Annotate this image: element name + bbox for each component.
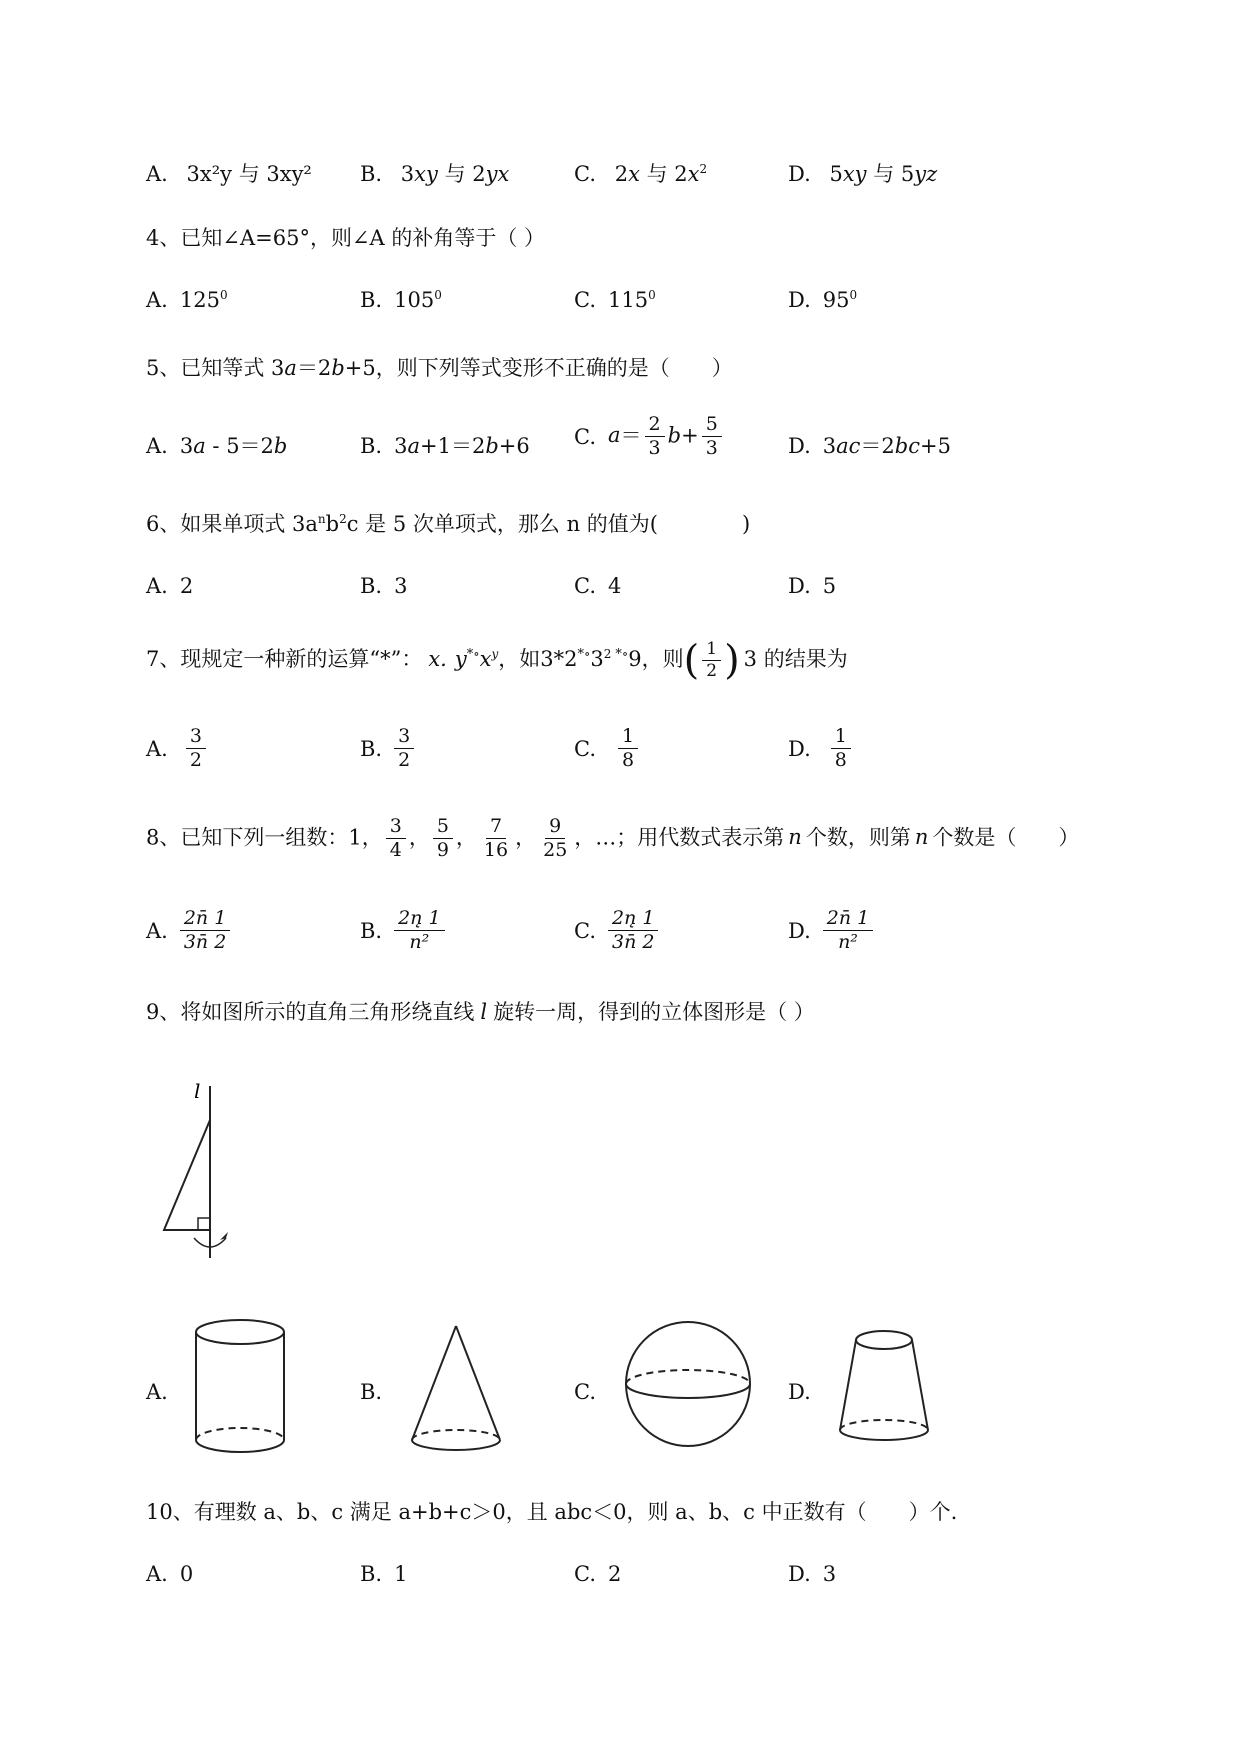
option-label: A. xyxy=(146,434,168,458)
var: a xyxy=(608,423,621,448)
fraction xyxy=(823,908,873,954)
option-label: D. xyxy=(788,288,811,312)
var: l xyxy=(480,1000,488,1024)
option-value: 0 xyxy=(179,1562,194,1586)
right-angle-mark xyxy=(198,1218,210,1230)
text: 旋转一周，得到的立体图形是（ ） xyxy=(493,1000,815,1024)
var: n xyxy=(788,825,802,850)
var: y xyxy=(454,647,467,672)
denominator: n² xyxy=(409,931,430,954)
operator: *∘ xyxy=(615,647,629,663)
q9-option-d-label: D. xyxy=(788,1380,811,1404)
fraction xyxy=(394,726,414,772)
option-value: 3 xyxy=(822,1562,837,1586)
denominator: 2 xyxy=(189,749,202,772)
q8-question: 8、已知下列一组数：1， $\frac{3}{4}$ ， $\frac{5}{9}$ ， $\frac{7}{16}$ ， $\frac{9}{25}$ ，…；用代数式表示第 n 个数，则第 n 个数是（ ） xyxy=(146,815,1080,862)
denominator: n² xyxy=(838,931,858,954)
degree-mark: 0 xyxy=(219,288,228,302)
fraction xyxy=(394,908,444,954)
denominator: 3n̄ 2 xyxy=(612,931,655,954)
q8-option-c xyxy=(574,908,661,954)
option-label: C. xyxy=(574,288,596,312)
denominator: 3n̄ 2 xyxy=(183,931,227,954)
var: ac xyxy=(836,434,861,458)
right-paren: ) xyxy=(724,637,740,684)
option-text: 3x²y 与 3xy² xyxy=(186,162,312,186)
option-label: C. xyxy=(574,1562,596,1586)
option-label: B. xyxy=(360,574,383,598)
option-label: C. xyxy=(574,736,596,761)
option-text xyxy=(823,434,951,458)
coef: 3 xyxy=(822,434,837,458)
text: ，…；用代数式表示第 xyxy=(574,825,785,850)
q6-question xyxy=(146,508,750,538)
coef: 2 xyxy=(614,162,629,186)
var: a xyxy=(407,434,421,458)
equals: ＝ xyxy=(620,423,642,448)
option-label: A. xyxy=(146,288,168,312)
denominator: 16 xyxy=(483,839,509,862)
denominator: 25 xyxy=(543,839,568,862)
degree-mark: 0 xyxy=(648,288,656,302)
numerator: 2n̄ 1 xyxy=(180,908,230,931)
var: yx xyxy=(485,162,510,186)
var: b xyxy=(667,423,682,448)
fraction xyxy=(618,726,638,772)
text: 9、将如图所示的直角三角形绕直线 xyxy=(146,1000,475,1024)
text: 3 的结果为 xyxy=(743,647,848,672)
exponent: y xyxy=(491,647,499,662)
mid-text: 与 2 xyxy=(639,162,688,186)
q9-option-c-label: C. xyxy=(574,1380,596,1404)
option-label: D. xyxy=(788,736,811,761)
q4-question: 4、已知∠A=65°，则∠A 的补角等于（ ） xyxy=(146,226,546,250)
numerator: 5 xyxy=(702,414,722,437)
var: a xyxy=(284,356,297,380)
q4-option-b xyxy=(360,288,442,312)
option-text xyxy=(394,434,530,458)
option-label: A. xyxy=(146,918,168,943)
option-value: 125 xyxy=(179,288,220,312)
q5-option-d xyxy=(788,430,951,460)
option-value: 3 xyxy=(394,574,408,598)
option-text xyxy=(615,162,707,186)
q5-option-b xyxy=(360,430,530,460)
text: 9，则 xyxy=(628,647,684,672)
numerator: 9 xyxy=(545,816,565,839)
option-label: C. xyxy=(574,162,596,186)
degree-mark: 0 xyxy=(849,288,858,302)
text: 5、已知等式 3 xyxy=(146,356,285,380)
var: bc xyxy=(894,434,921,458)
numerator: 2n̄ 1 xyxy=(823,908,873,931)
numerator: 1 xyxy=(702,640,721,661)
text: 6、如果单项式 3a xyxy=(146,512,318,536)
q10-question: 10、有理数 a、b、c 满足 a+b+c＞0，且 abc＜0，则 a、b、c 中正数有（ ）个. xyxy=(146,1500,958,1524)
plus: + xyxy=(681,423,699,448)
q10-option-b xyxy=(360,1562,407,1586)
q10-option-d xyxy=(788,1562,836,1586)
q4-option-d xyxy=(788,288,857,312)
exponent: 2 xyxy=(339,512,347,526)
option-label: D. xyxy=(788,162,811,186)
var: n xyxy=(914,825,929,850)
degree-mark: 0 xyxy=(434,288,442,302)
exponent: 2 xyxy=(603,647,612,662)
denominator: 2 xyxy=(706,661,718,682)
q9-question xyxy=(146,996,815,1026)
exponent: n xyxy=(317,512,326,526)
var: x xyxy=(628,162,640,186)
denominator: 2 xyxy=(398,749,411,772)
option-label: B. xyxy=(360,288,383,312)
var: b xyxy=(485,434,499,458)
q9-option-a-label: A. xyxy=(146,1380,168,1404)
frustum-icon xyxy=(836,1328,932,1446)
denominator: 8 xyxy=(834,749,847,772)
var: yz xyxy=(914,162,938,186)
q8-option-d xyxy=(788,908,876,954)
numerator: 5 xyxy=(433,816,453,839)
option-label: D. xyxy=(788,918,811,943)
fraction xyxy=(702,414,722,460)
operator: *∘ xyxy=(466,647,480,663)
text: b xyxy=(325,512,340,536)
option-value: 2 xyxy=(608,1562,622,1586)
mid-text: 与 2 xyxy=(437,162,486,186)
text: ＝2 xyxy=(296,356,332,380)
var: b xyxy=(273,434,288,458)
text: 3 xyxy=(590,647,604,672)
var: xy xyxy=(414,162,438,186)
fraction xyxy=(186,726,206,772)
fraction xyxy=(433,816,453,862)
denominator: 9 xyxy=(436,839,449,862)
axis-label: l xyxy=(194,1079,201,1103)
numerator: 3 xyxy=(386,816,406,839)
q5-option-a xyxy=(146,430,287,460)
option-value: 2 xyxy=(179,574,194,598)
text: ＝2 xyxy=(860,434,895,458)
triangle xyxy=(164,1120,210,1230)
denominator: 4 xyxy=(389,839,402,862)
text: 个数是（ ） xyxy=(932,825,1080,850)
q7-question xyxy=(146,637,848,684)
q5-question xyxy=(146,352,733,382)
numerator: 2n̨ 1 xyxy=(608,908,658,931)
var: b xyxy=(331,356,345,380)
fraction xyxy=(539,816,571,862)
q7-option-b xyxy=(360,726,417,772)
q4-option-a xyxy=(146,288,228,312)
var: x. xyxy=(428,647,447,672)
option-label: D. xyxy=(788,574,811,598)
q7-option-d xyxy=(788,726,854,772)
fraction xyxy=(702,640,721,681)
option-label: C. xyxy=(574,918,596,943)
fraction xyxy=(180,908,230,954)
arrow-head xyxy=(220,1232,228,1240)
text: 个数，则第 xyxy=(805,825,911,850)
fraction xyxy=(645,414,665,460)
option-label: D. xyxy=(788,434,811,458)
option-label: B. xyxy=(360,434,383,458)
mid-text: 与 5 xyxy=(866,162,915,186)
right-triangle-figure xyxy=(150,1080,250,1260)
fraction xyxy=(480,816,512,862)
text: c 是 5 次单项式，那么 n 的值为( ) xyxy=(346,512,751,536)
q10-option-a xyxy=(146,1562,193,1586)
option-text xyxy=(180,434,288,458)
option-label: A. xyxy=(146,736,168,761)
numerator: 3 xyxy=(186,726,206,749)
sphere-icon xyxy=(622,1318,754,1450)
option-label: A. xyxy=(146,162,168,186)
q7-option-c xyxy=(574,726,641,772)
q7-option-a xyxy=(146,726,209,772)
option-text xyxy=(401,162,510,186)
option-value: 1 xyxy=(394,1562,408,1586)
q3-option-b xyxy=(360,158,509,188)
left-paren: ( xyxy=(683,637,700,684)
q3-option-c xyxy=(574,158,707,188)
text: +6 xyxy=(498,434,530,458)
denominator: 3 xyxy=(648,437,661,460)
option-value: 5 xyxy=(822,574,837,598)
cylinder-icon xyxy=(192,1318,288,1454)
option-label: A. xyxy=(146,1562,168,1586)
q8-option-a xyxy=(146,908,233,954)
coef: 3 xyxy=(179,434,194,458)
coef: 3 xyxy=(400,162,415,186)
denominator: 8 xyxy=(622,749,635,772)
q9-option-b-label: B. xyxy=(360,1380,383,1404)
text: +5 xyxy=(920,434,951,458)
var: a xyxy=(193,434,206,458)
option-label: B. xyxy=(360,736,383,761)
option-value: 95 xyxy=(822,288,850,312)
option-label: D. xyxy=(788,1562,811,1586)
var: x xyxy=(687,162,700,186)
exponent: 2 xyxy=(699,162,708,176)
var: x xyxy=(479,647,492,672)
option-value: 105 xyxy=(394,288,435,312)
option-label: B. xyxy=(360,918,383,943)
operator: *∘ xyxy=(577,647,591,663)
option-value: 115 xyxy=(608,288,649,312)
numerator: 3 xyxy=(394,726,414,749)
coef: 5 xyxy=(829,162,843,186)
numerator: 2 xyxy=(645,414,665,437)
fraction xyxy=(608,908,658,954)
q6-option-a xyxy=(146,574,193,598)
fraction xyxy=(831,726,851,772)
option-value: 4 xyxy=(608,574,622,598)
text: +5，则下列等式变形不正确的是（ ） xyxy=(344,356,733,380)
numerator: 2n̨ 1 xyxy=(394,908,444,931)
numerator: 7 xyxy=(486,816,506,839)
text: 8、已知下列一组数：1， xyxy=(146,825,383,850)
q8-option-b xyxy=(360,908,448,954)
option-text xyxy=(829,162,937,186)
q5-option-c xyxy=(574,414,725,460)
q6-option-b xyxy=(360,574,407,598)
text: +1＝2 xyxy=(420,434,486,458)
option-label: A. xyxy=(146,574,168,598)
coef: 3 xyxy=(394,434,408,458)
denominator: 3 xyxy=(705,437,718,460)
cone-icon xyxy=(408,1322,504,1454)
var: xy xyxy=(842,162,867,186)
q6-option-d xyxy=(788,574,836,598)
numerator: 1 xyxy=(618,726,638,749)
text: ，如3*2 xyxy=(498,647,578,672)
option-label: B. xyxy=(360,1562,383,1586)
q10-option-c xyxy=(574,1562,621,1586)
option-label: B. xyxy=(360,162,383,186)
fraction xyxy=(386,816,406,862)
text: 7、现规定一种新的运算“*”： xyxy=(146,647,423,672)
text: - 5＝2 xyxy=(205,434,274,458)
q3-option-a xyxy=(146,158,312,188)
q3-option-d xyxy=(788,158,937,188)
numerator: 1 xyxy=(831,726,851,749)
option-label: C. xyxy=(574,574,596,598)
q4-option-c xyxy=(574,288,656,312)
q6-option-c xyxy=(574,574,621,598)
option-label: C. xyxy=(574,424,596,449)
